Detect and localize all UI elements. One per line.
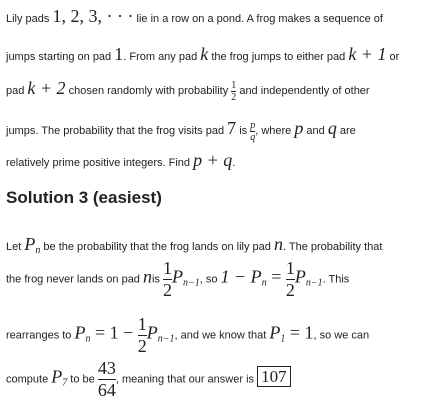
math: n <box>273 234 283 254</box>
text: Lily pads <box>6 13 53 25</box>
math: P <box>51 366 63 387</box>
answer-box: 107 <box>257 366 291 387</box>
subscript: n <box>261 277 267 289</box>
section-heading: Solution 3 (easiest) <box>6 188 162 207</box>
math: q <box>327 118 337 138</box>
solution-line-3 <box>6 314 369 357</box>
math: n <box>142 266 152 287</box>
math: P <box>171 266 183 287</box>
math: 1 <box>114 44 124 64</box>
math: P <box>146 322 158 343</box>
math: P <box>74 322 86 343</box>
subscript: n <box>85 333 91 345</box>
text: chosen randomly with probability <box>65 85 232 97</box>
text: compute <box>6 373 52 386</box>
problem-line-2 <box>6 44 399 65</box>
text: jumps starting on pad <box>6 51 115 63</box>
text: and <box>303 125 328 137</box>
math: 1, 2, 3, · · · <box>52 6 134 26</box>
math: p + q <box>193 150 233 170</box>
math: P <box>269 322 281 343</box>
text: , meaning that our answer is <box>115 373 258 386</box>
math: p <box>294 118 304 138</box>
text: pad <box>6 85 28 97</box>
text: and independently of other <box>236 85 370 97</box>
text: are <box>336 125 356 137</box>
text: . From any pad <box>123 51 201 63</box>
text: , so we can <box>313 329 370 342</box>
problem-line-4 <box>6 118 356 143</box>
math: = 1 <box>285 322 314 343</box>
text: to be <box>67 373 98 386</box>
subscript: n <box>35 245 41 257</box>
solution-line-1 <box>6 234 382 256</box>
text: Let <box>6 241 25 253</box>
math: k + 1 <box>348 44 387 64</box>
text: . This <box>322 273 350 286</box>
fraction: $\frac{1}{2}$ <box>137 314 147 356</box>
math: P <box>24 234 36 254</box>
subscript: n−1 <box>157 333 175 345</box>
subscript: n−1 <box>182 277 200 289</box>
subscript: 7 <box>62 377 68 389</box>
fraction: $\frac{1}{2}$ <box>162 258 172 300</box>
subscript: 1 <box>280 333 286 345</box>
fraction: $\frac{1}{2}$ <box>231 79 237 103</box>
math: = 1 − <box>90 322 138 343</box>
text: . <box>232 157 236 169</box>
math: 7 <box>227 118 237 138</box>
text: is <box>236 125 251 137</box>
text: the frog jumps to either pad <box>208 51 349 63</box>
math: k + 2 <box>27 78 66 98</box>
text: be the probability that the frog lands on lily pad <box>40 241 274 253</box>
solution-line-4 <box>6 358 291 401</box>
text: rearranges to <box>6 329 75 342</box>
problem-line-5 <box>6 150 235 171</box>
problem-line-3 <box>6 78 370 103</box>
problem-line-1 <box>6 6 383 27</box>
subscript: n−1 <box>305 277 323 289</box>
math: k <box>200 44 209 64</box>
fraction: $\frac{p}{q}$ <box>250 119 256 143</box>
text: , so <box>199 273 221 286</box>
solution-line-2 <box>6 258 349 301</box>
text: jumps. The probability that the frog visits pad <box>6 125 228 137</box>
math: 1 − P <box>220 266 262 287</box>
text: lie in a row on a pond. A frog makes a sequence of <box>133 13 383 25</box>
fraction: $\frac{1}{2}$ <box>285 258 295 300</box>
text: , and we know that <box>174 329 270 342</box>
text: is <box>151 273 163 286</box>
fraction: $\frac{43}{64}$ <box>97 358 116 400</box>
text: relatively prime positive integers. Find <box>6 157 194 169</box>
math: P <box>294 266 306 287</box>
math: = <box>266 266 286 287</box>
text: . The probability that <box>282 241 383 253</box>
text: or <box>386 51 400 63</box>
text: , where <box>255 125 295 137</box>
text: the frog never lands on pad <box>6 273 143 286</box>
